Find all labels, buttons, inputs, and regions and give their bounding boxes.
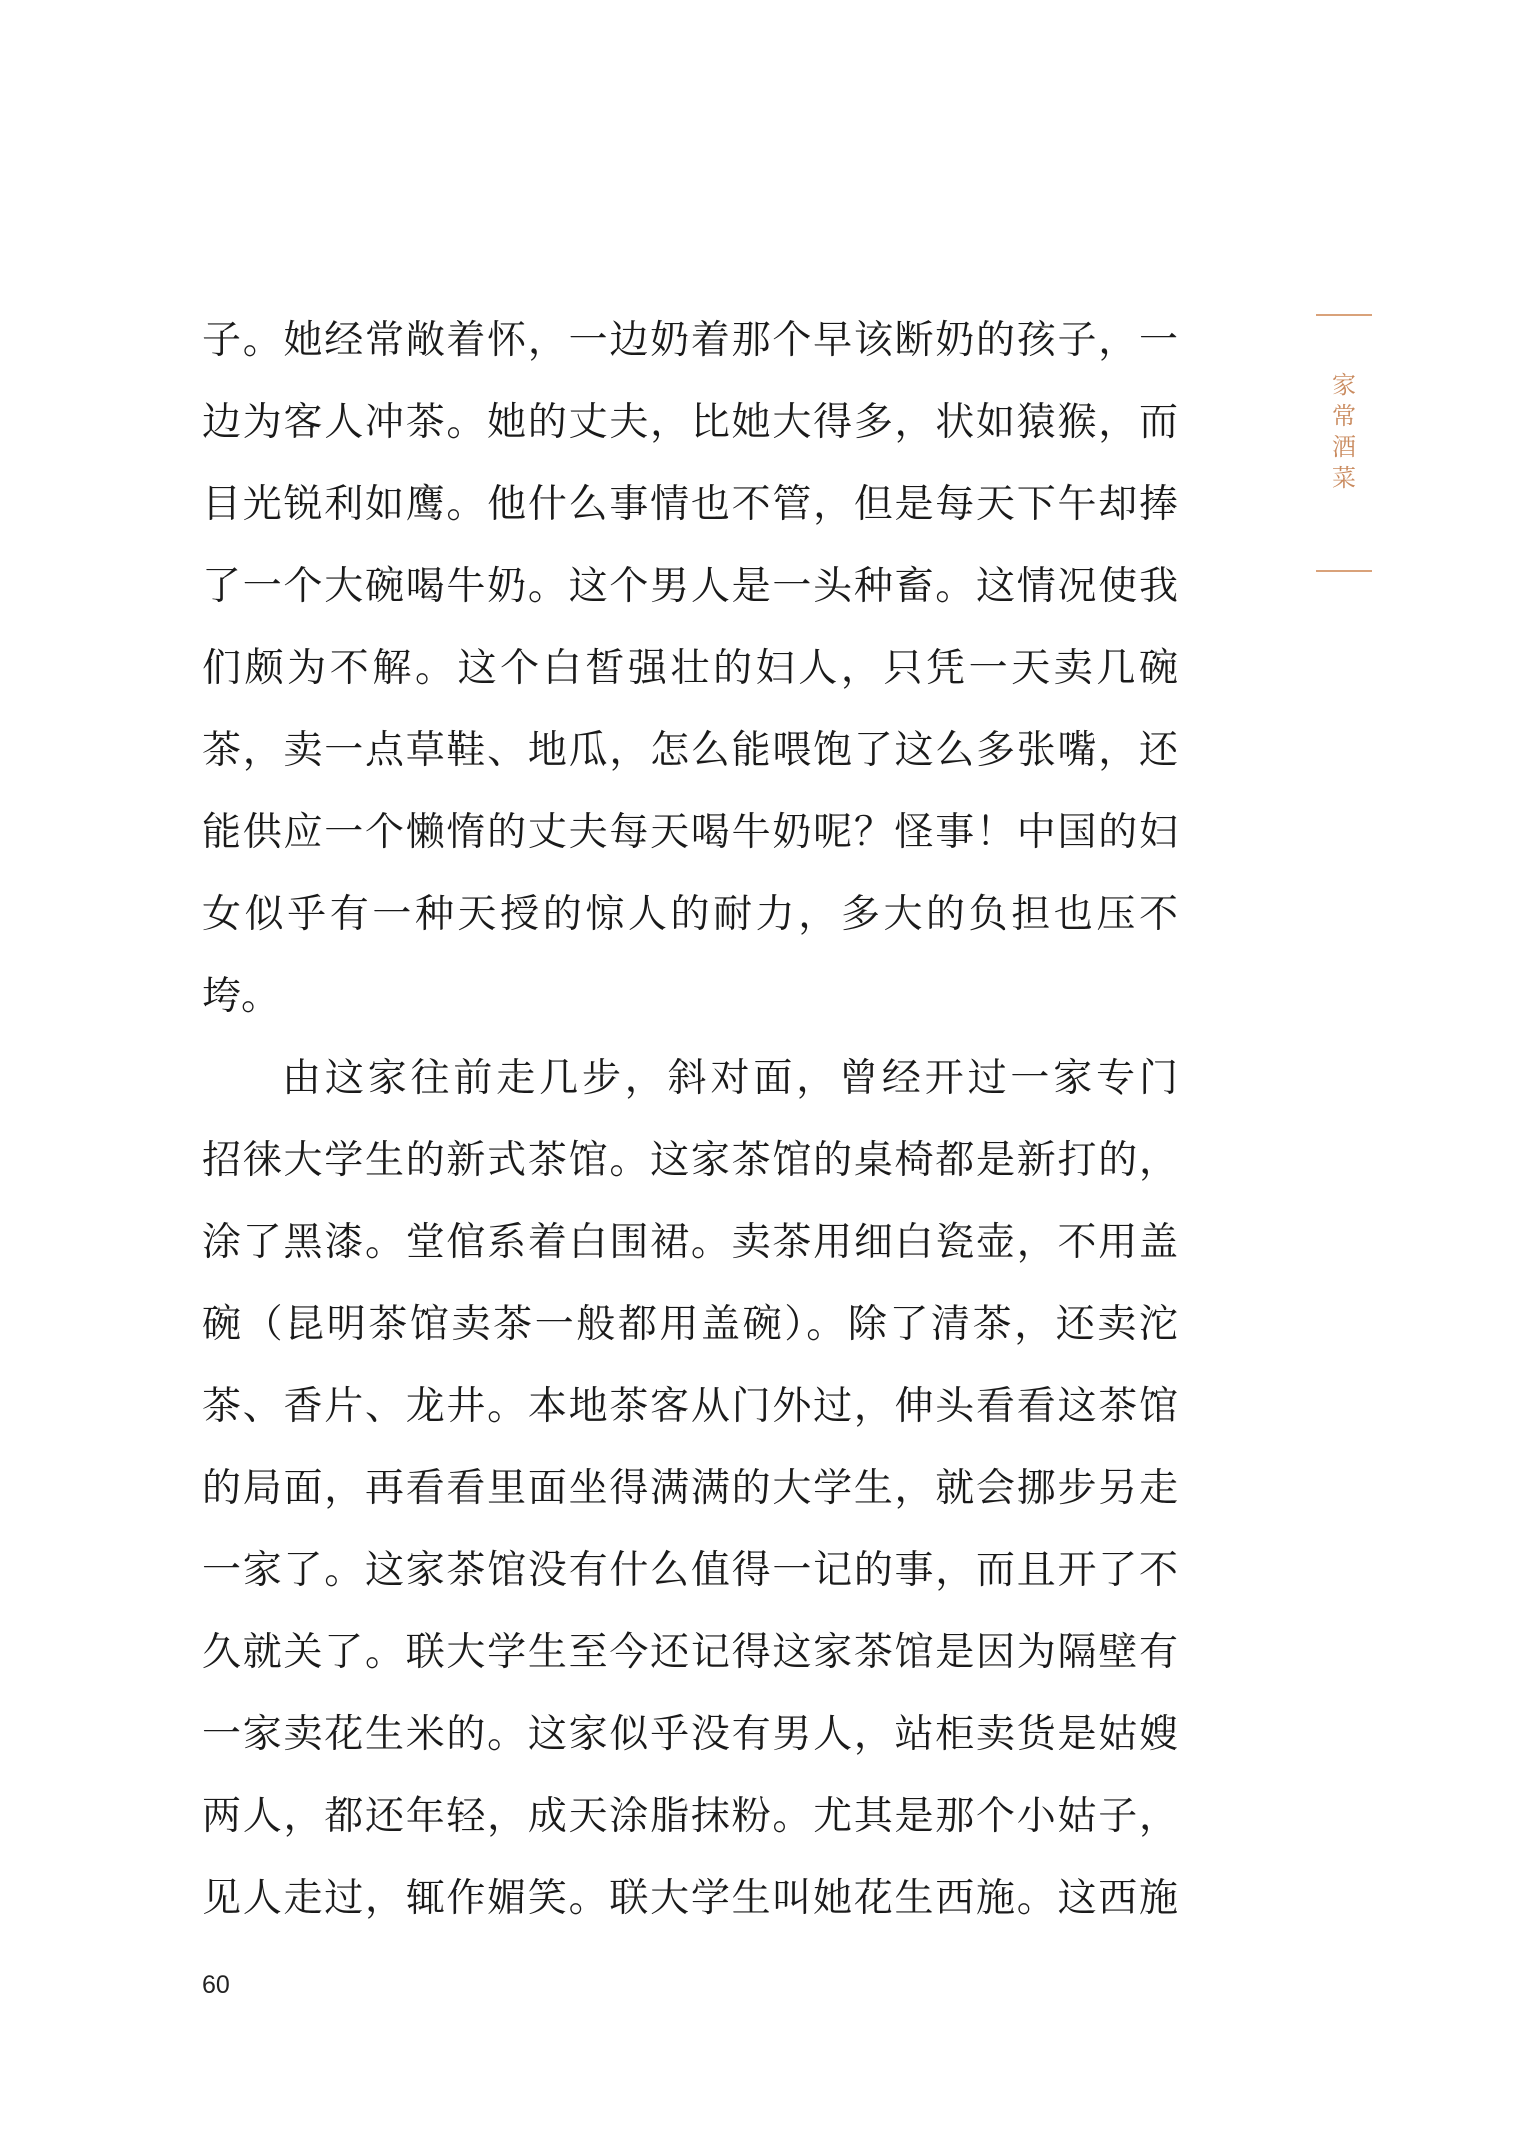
text-line: 能供应一个懒惰的丈夫每天喝牛奶呢？怪事！中国的妇: [202, 810, 1178, 855]
text-line: 涂了黑漆。堂倌系着白围裙。卖茶用细白瓷壶，不用盖: [202, 1220, 1178, 1265]
text-line: 的局面，再看看里面坐得满满的大学生，就会挪步另走: [202, 1466, 1178, 1511]
text-line: 碗（昆明茶馆卖茶一般都用盖碗）。除了清茶，还卖沱: [202, 1302, 1178, 1347]
text-line: 子。她经常敞着怀，一边奶着那个早该断奶的孩子，一: [202, 318, 1178, 363]
text-line: 边为客人冲茶。她的丈夫，比她大得多，状如猿猴，而: [202, 400, 1178, 445]
text-line: 目光锐利如鹰。他什么事情也不管，但是每天下午却捧: [202, 482, 1178, 527]
text-line: 一家了。这家茶馆没有什么值得一记的事，而且开了不: [202, 1548, 1178, 1593]
text-line: 女似乎有一种天授的惊人的耐力，多大的负担也压不: [202, 892, 1178, 937]
text-line: 茶、香片、龙井。本地茶客从门外过，伸头看看这茶馆: [202, 1384, 1178, 1429]
text-line: 垮。: [202, 974, 281, 1019]
body-text: [202, 300, 1178, 1940]
text-line: 茶，卖一点草鞋、地瓜，怎么能喂饱了这么多张嘴，还: [202, 728, 1178, 773]
side-rule-top: [1316, 314, 1372, 316]
paragraph-first-line: 由这家往前走几步，斜对面，曾经开过一家专门: [282, 1056, 1178, 1101]
running-section-title: 家常酒菜: [1332, 371, 1356, 492]
text-line: 了一个大碗喝牛奶。这个男人是一头种畜。这情况使我: [202, 564, 1178, 609]
text-line: 招徕大学生的新式茶馆。这家茶馆的桌椅都是新打的，: [202, 1138, 1178, 1183]
text-line: 们颇为不解。这个白皙强壮的妇人，只凭一天卖几碗: [202, 646, 1178, 691]
text-line: 久就关了。联大学生至今还记得这家茶馆是因为隔壁有: [202, 1630, 1178, 1675]
text-line: 见人走过，辄作媚笑。联大学生叫她花生西施。这西施: [202, 1876, 1178, 1921]
text-line: 一家卖花生米的。这家似乎没有男人，站柜卖货是姑嫂: [202, 1712, 1178, 1757]
side-rule-bottom: [1316, 570, 1372, 572]
text-line: 两人，都还年轻，成天涂脂抹粉。尤其是那个小姑子，: [202, 1794, 1178, 1839]
page-number: 60: [202, 1971, 230, 1999]
